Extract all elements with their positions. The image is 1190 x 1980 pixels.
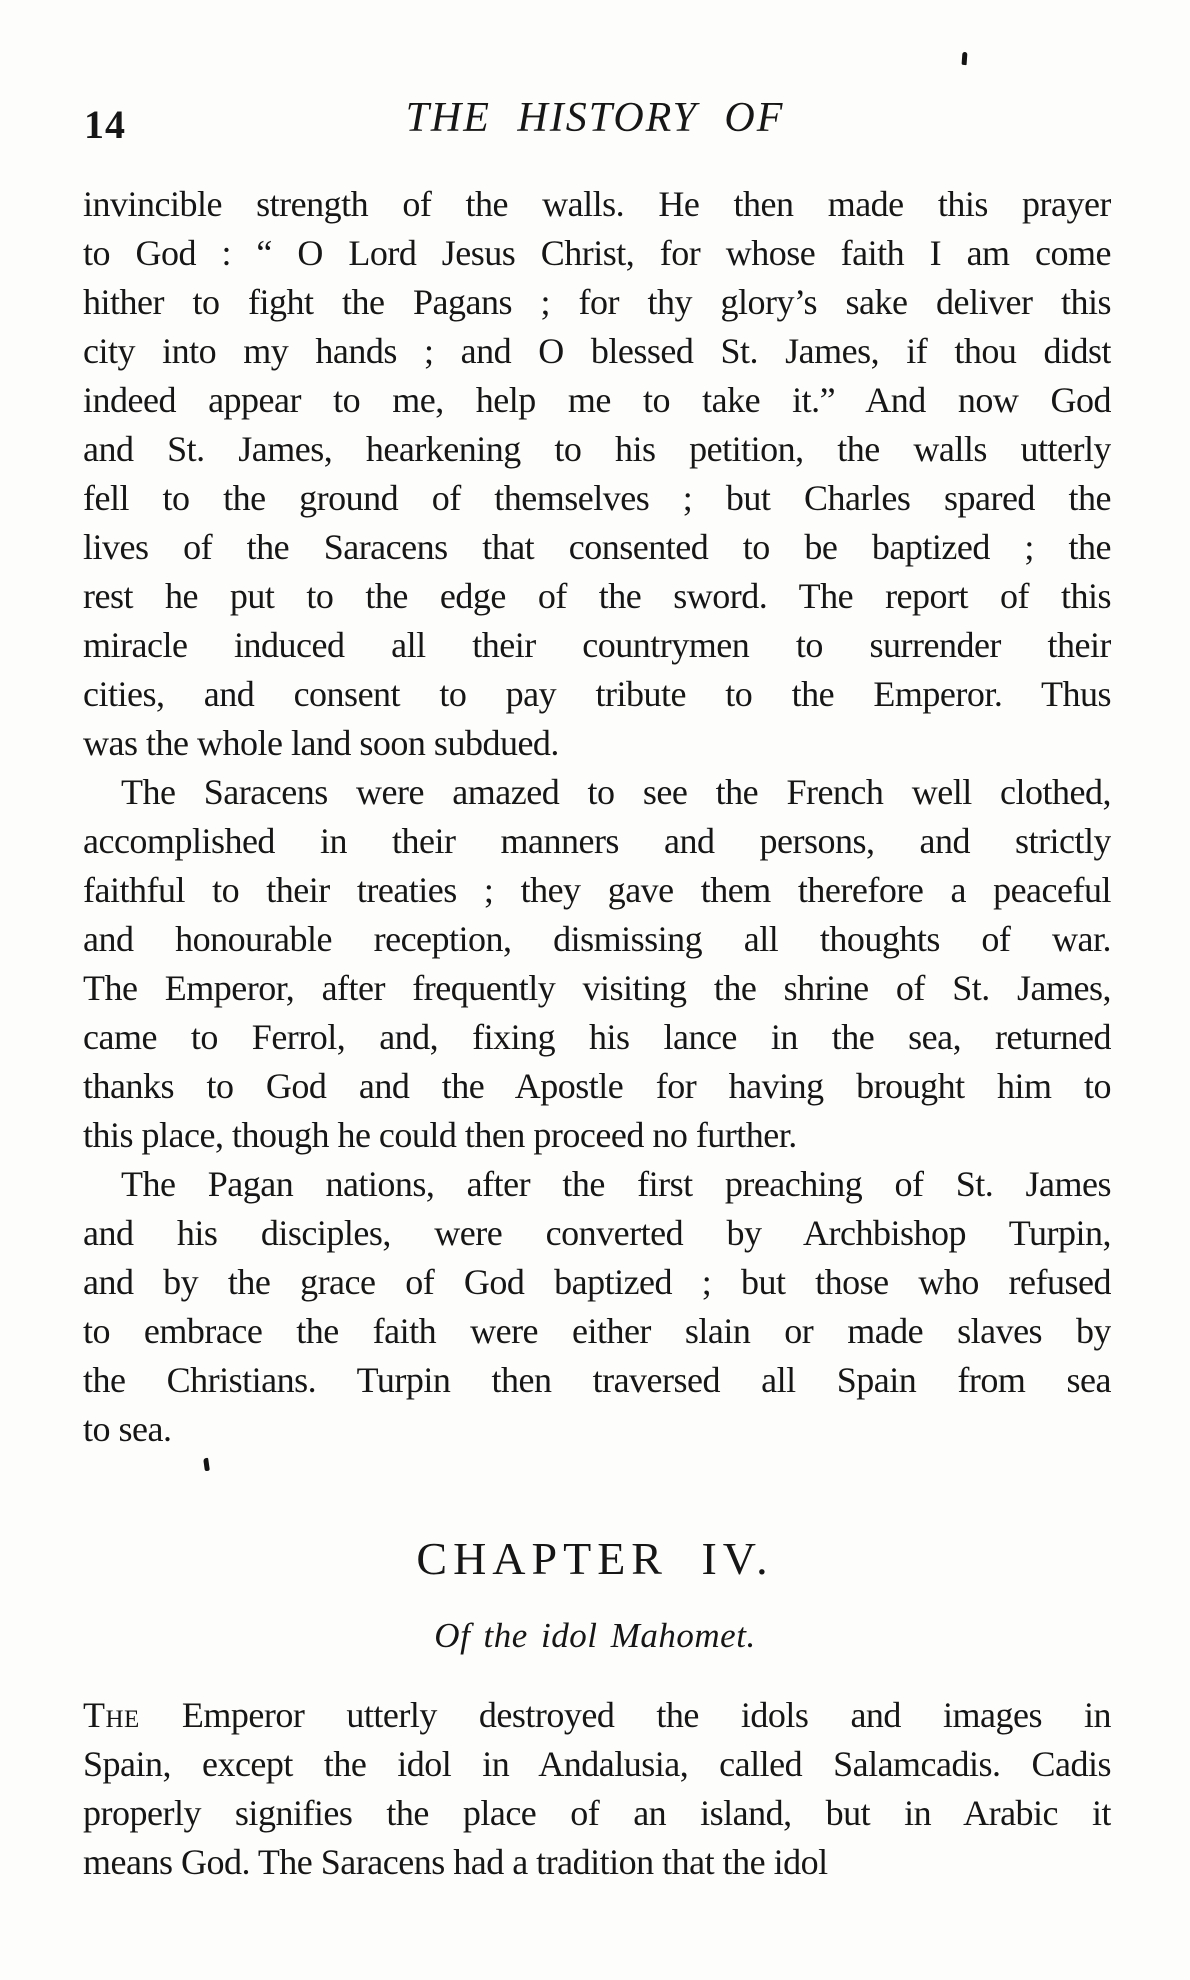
text-line: The Saracens were amazed to see the French well clothed, bbox=[121, 772, 1111, 812]
text-line: to God : “ O Lord Jesus Christ, for whose faith I am come bbox=[83, 233, 1111, 273]
text-line: and his disciples, were converted by Archbishop Turpin, bbox=[83, 1213, 1111, 1253]
text-line: accomplished in their manners and persons, and strictly bbox=[83, 821, 1111, 861]
text-line: thanks to God and the Apostle for having brought him to bbox=[83, 1066, 1111, 1106]
text-line: cities, and consent to pay tribute to the Emperor. Thus bbox=[83, 674, 1111, 714]
text-line: hither to fight the Pagans ; for thy glory’s sake deliver this bbox=[83, 282, 1111, 322]
text-line: miracle induced all their countrymen to surrender their bbox=[83, 625, 1111, 665]
chapter-subtitle: Of the idol Mahomet. bbox=[434, 1616, 756, 1655]
text-line: rest he put to the edge of the sword. The report of this bbox=[83, 576, 1111, 616]
paragraph bbox=[83, 180, 1111, 768]
paragraph bbox=[83, 1160, 1111, 1454]
text-line: The Pagan nations, after the first preaching of St. James bbox=[121, 1164, 1111, 1204]
text-line: and honourable reception, dismissing all thoughts of war. bbox=[83, 919, 1111, 959]
text-line: was the whole land soon subdued. bbox=[83, 723, 559, 763]
text-line: to sea. bbox=[83, 1409, 172, 1449]
text-line: came to Ferrol, and, fixing his lance in the sea, returned bbox=[83, 1017, 1111, 1057]
text-line: invincible strength of the walls. He then made this prayer bbox=[83, 184, 1111, 224]
paragraph bbox=[83, 1691, 1111, 1887]
text-line: lives of the Saracens that consented to be baptized ; the bbox=[83, 527, 1111, 567]
text-line: city into my hands ; and O blessed St. James, if thou didst bbox=[83, 331, 1111, 371]
text-line: The Emperor utterly destroyed the idols and images in bbox=[83, 1695, 1111, 1735]
text-line: properly signifies the place of an island, but in Arabic it bbox=[83, 1793, 1111, 1833]
text-line: this place, though he could then proceed no further. bbox=[83, 1115, 797, 1155]
running-header bbox=[0, 95, 1190, 147]
page-number: 14 bbox=[84, 102, 126, 147]
text-line: Spain, except the idol in Andalusia, called Salamcadis. Cadis bbox=[83, 1744, 1111, 1784]
text-line: The Emperor, after frequently visiting the shrine of St. James, bbox=[83, 968, 1111, 1008]
scan-artifact-speck bbox=[962, 52, 968, 65]
text-line: and St. James, hearkening to his petition, the walls utterly bbox=[83, 429, 1111, 469]
text-line: means God. The Saracens had a tradition that the idol bbox=[83, 1842, 828, 1882]
running-header-title: THE HISTORY OF bbox=[405, 95, 785, 141]
text-line: and by the grace of God baptized ; but those who refused bbox=[83, 1262, 1111, 1302]
text-line: faithful to their treaties ; they gave them therefore a peaceful bbox=[83, 870, 1111, 910]
body-text-block bbox=[83, 180, 1111, 1454]
scan-artifact-speck bbox=[203, 1458, 210, 1472]
lead-word-smallcaps: The bbox=[83, 1695, 140, 1735]
paragraph bbox=[83, 768, 1111, 1160]
chapter-text-block bbox=[83, 1691, 1111, 1887]
text-line: to embrace the faith were either slain or made slaves by bbox=[83, 1311, 1111, 1351]
text-line: the Christians. Turpin then traversed all Spain from sea bbox=[83, 1360, 1111, 1400]
text-line: fell to the ground of themselves ; but Charles spared the bbox=[83, 478, 1111, 518]
text-line: indeed appear to me, help me to take it.” And now God bbox=[83, 380, 1111, 420]
chapter-heading: CHAPTER IV. bbox=[416, 1533, 774, 1584]
